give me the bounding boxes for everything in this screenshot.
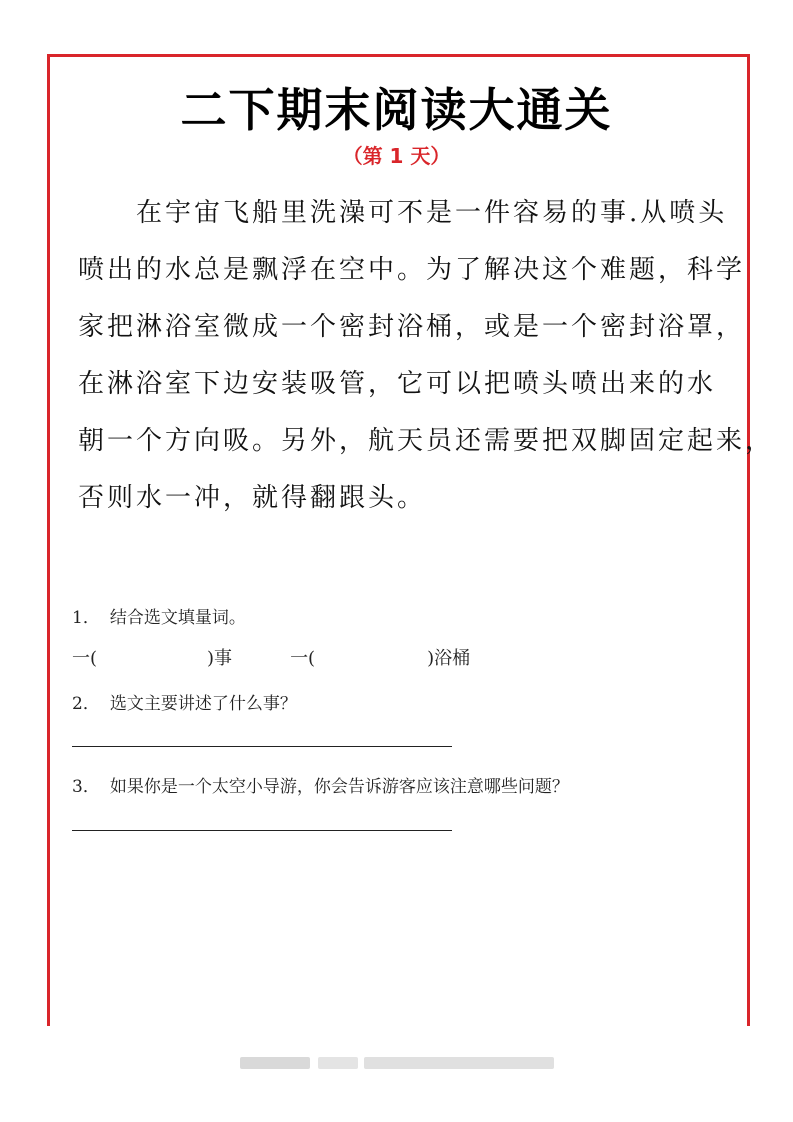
question-text: 选文主要讲述了什么事？ [109, 694, 297, 714]
question-number: 3． [72, 777, 100, 797]
passage-line: 在宇宙飞船里洗澡可不是一件容易的事.从喷头 [136, 198, 728, 228]
passage-line: 否则水一冲，就得翻跟头。 [78, 483, 427, 513]
day-subtitle: （第 1 天） [342, 144, 451, 168]
passage-line: 朝一个方向吸。另外，航天员还需要把双脚固定起来， [78, 426, 775, 456]
blank-2-suffix: )浴桶 [427, 648, 471, 669]
question-number: 1． [72, 608, 100, 628]
question-number: 2． [72, 694, 100, 714]
question-3 [72, 772, 569, 797]
reading-passage [78, 190, 775, 532]
passage-line: 家把淋浴室微成一个密封浴桶，或是一个密封浴罩， [78, 312, 746, 342]
answer-line-2[interactable] [72, 746, 452, 747]
question-text: 如果你是一个太空小导游，你会告诉游客应该注意哪些问题？ [109, 777, 569, 797]
page-title: 二下期末阅读大通关 [180, 83, 613, 137]
blank-1-suffix: )事 [207, 648, 233, 669]
fill-blank-row [72, 644, 470, 670]
passage-line: 在淋浴室下边安装吸管，它可以把喷头喷出来的水 [78, 369, 717, 399]
question-text: 结合选文填量词。 [109, 608, 246, 628]
blank-1-prefix: 一( [72, 648, 98, 669]
blurred-footer-text [318, 1057, 358, 1069]
blank-2-prefix: 一( [290, 648, 316, 669]
question-2 [72, 689, 297, 714]
blurred-footer-text [240, 1057, 310, 1069]
passage-line: 喷出的水总是飘浮在空中。为了解决这个难题，科学 [78, 255, 746, 285]
answer-line-3[interactable] [72, 830, 452, 831]
question-1 [72, 603, 246, 628]
blurred-footer-text [364, 1057, 554, 1069]
